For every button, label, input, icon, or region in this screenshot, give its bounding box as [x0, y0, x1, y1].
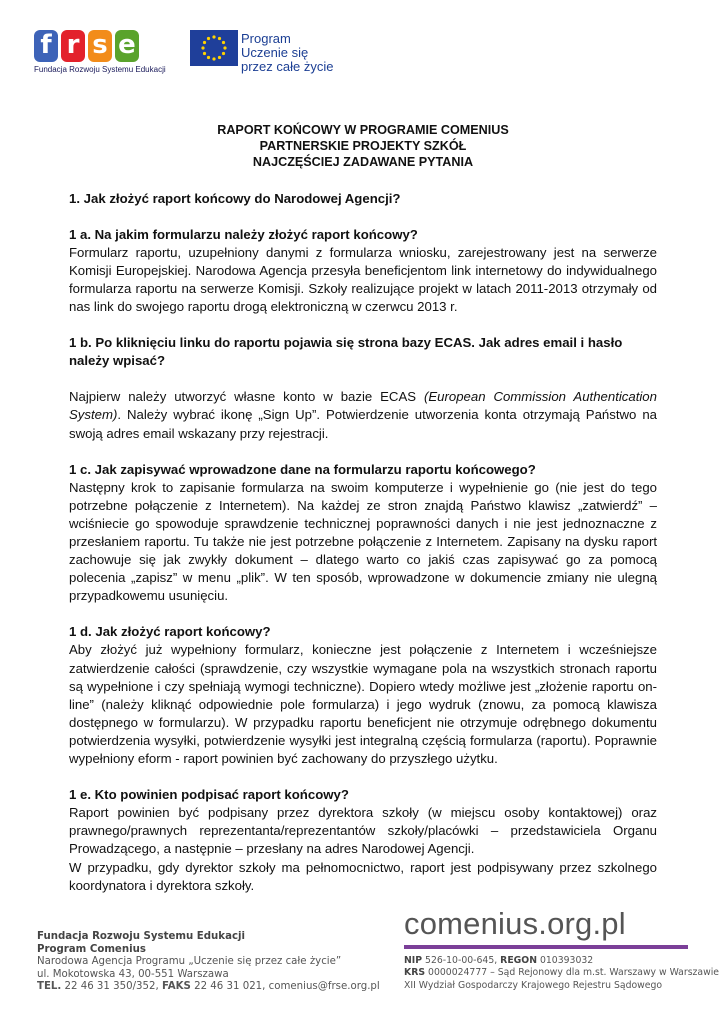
program-line-3: przez całe życie	[241, 59, 334, 74]
footer-agency: Narodowa Agencja Programu „Uczenie się przez całe życie”	[37, 956, 342, 968]
frse-letters	[34, 30, 146, 62]
title-line-2: PARTNERSKIE PROJEKTY SZKÓŁ	[259, 139, 467, 154]
website-url: comenius.org.pl	[404, 906, 626, 941]
krs-line	[404, 967, 720, 979]
question-1d-answer: Aby złożyć już wypełniony formularz, konieczne jest połączenie z Internetem i wcześniejsze zatwierdzenie całości (sprawdzenie, czy wszystkie wymagane pola na wszystkich stronach raportu są wypełnione i czy spełniają wymogi techniczne). Dopiero wtedy możliwe jest „złożenie raportu on-line” (należy kliknąć odpowiednie pole formularza) i jego wydruk (znowu, za pomocą klawisza dostępnego w formularzu). W przypadku raportu beneficjent nie otrzymuje odrębnego dokumentu potwierdzenia wysyłki, potwierdzenie wysyłki jest integralną częścią formularza (raportu). Poprawnie wypełniony eform - raport powinien być zachowany do przyszłego użytku.	[69, 642, 657, 767]
nip-regon-line	[404, 955, 694, 967]
footer-contact	[37, 931, 380, 994]
eu-program-logo	[190, 30, 350, 74]
question-1b-heading: 1 b. Po kliknięciu linku do raportu pojawia się strona bazy ECAS. Jak adres email i hasło należy wpisać?	[69, 335, 623, 369]
krs-value: 0000024777 – Sąd Rejonowy dla m.st. Warszawy w Warszawie	[428, 967, 720, 979]
question-1e-answer-2: W przypadku, gdy dyrektor szkoły ma pełnomocnictwo, raport jest podpisywany przez szkolnego koordynatora i dyrektora szkoły.	[69, 859, 657, 893]
answer-1b-italic: (European Commission Authentication System)	[69, 389, 657, 423]
court-line: XII Wydział Gospodarczy Krajowego Rejestru Sądowego	[404, 979, 663, 991]
footer-divider	[404, 945, 688, 949]
answer-1b-text-start: Najpierw należy utworzyć własne konto w bazie ECAS	[69, 389, 424, 405]
question-1a-heading: 1 a. Na jakim formularzu należy złożyć raport końcowy?	[69, 226, 418, 242]
section-1-heading: 1. Jak złożyć raport końcowy do Narodowej Agencji?	[69, 190, 401, 206]
document-body	[69, 122, 657, 895]
tel-value: 22 46 31 350/352,	[64, 981, 159, 993]
krs-label: KRS	[404, 967, 426, 979]
footer-brand	[404, 906, 720, 992]
answer-1b-text-end: . Należy wybrać ikonę „Sign Up”. Potwierdzenie utworzenia konta otrzymają Państwo na swoją adres email wskazany przy rejestracji.	[69, 407, 657, 441]
title-line-3: NAJCZĘŚCIEJ ZADAWANE PYTANIA	[252, 155, 474, 170]
program-name	[241, 32, 333, 74]
eu-flag-icon	[190, 30, 238, 66]
program-line-1: Program	[241, 31, 291, 46]
frse-letter-f: f	[34, 30, 58, 62]
nip-label: NIP	[404, 955, 423, 966]
frse-letter-e: e	[115, 30, 139, 62]
question-1c-heading: 1 c. Jak zapisywać wprowadzone dane na formularzu raportu końcowego?	[69, 461, 536, 477]
footer-phone-line	[37, 981, 380, 994]
regon-value: 010393032	[539, 955, 594, 966]
question-1e-heading: 1 e. Kto powinien podpisać raport końcowy?	[69, 787, 349, 803]
question-1c-answer: Następny krok to zapisanie formularza na swoim komputerze i wypełnienie go (nie jest do tego potrzebne połączenie z Internetem). Na każdej ze stron znajdą Państwo klawisz „zatwierdź” – wciśniecie go spowoduje sprawdzenie technicznej poprawności danych i nie jest jednoznaczne z przesłaniem raportu. Tu także nie jest potrzebne połączenie z Internetem. Zapisany na dysku raport zachowuje się jak zwykły dokument – dlatego warto co jakiś czas zapisywać go za pomocą polecenia „zapisz” w menu „plik”. W ten sposób, wprowadzone w dokumencie zmiany nie ulegną przypadkowemu usunięciu.	[69, 479, 657, 604]
fax-value: 22 46 31 021, comenius@frse.org.pl	[194, 981, 380, 993]
program-line-2: Uczenie się	[241, 45, 309, 60]
frse-caption: Fundacja Rozwoju Systemu Edukacji	[34, 65, 166, 74]
footer-program: Program Comenius	[37, 943, 146, 955]
footer-address: ul. Mokotowska 43, 00-551 Warszawa	[37, 968, 229, 980]
document-title	[69, 122, 657, 171]
question-1e-answer-1: Raport powinien być podpisany przez dyrektora szkoły (w miejscu osoby kontaktowej) oraz prawnego/prawnych reprezentanta/reprezentantów szkoły/placówki – przedstawiciela Organu Prowadzącego, a następnie – przesłany na adres Narodowej Agencji.	[69, 805, 657, 857]
question-1a-answer: Formularz raportu, uzupełniony danymi z formularza wniosku, zarejestrowany jest na serwerze Komisji Europejskiej. Narodowa Agencja przesyła beneficjentom link internetowy do indywidualnego formularza raportu na serwerze Komisji. Szkoły realizujące projekt w latach 2011-2013 otrzymały od nas link do swojego raportu drogą elektroniczną w czerwcu 2013 r.	[69, 244, 657, 315]
frse-logo	[34, 30, 166, 80]
footer-org: Fundacja Rozwoju Systemu Edukacji	[37, 931, 245, 942]
nip-value: 526-10-00-645,	[425, 955, 498, 966]
question-1b-answer	[69, 388, 657, 442]
fax-label: FAKS	[161, 981, 191, 993]
regon-label: REGON	[500, 955, 537, 966]
title-line-1: RAPORT KOŃCOWY W PROGRAMIE COMENIUS	[217, 123, 509, 137]
frse-letter-r: r	[61, 30, 85, 62]
question-1d-heading: 1 d. Jak złożyć raport końcowy?	[69, 624, 271, 640]
frse-letter-s: s	[88, 30, 112, 62]
legal-info	[404, 955, 720, 992]
tel-label: TEL.	[37, 981, 62, 993]
